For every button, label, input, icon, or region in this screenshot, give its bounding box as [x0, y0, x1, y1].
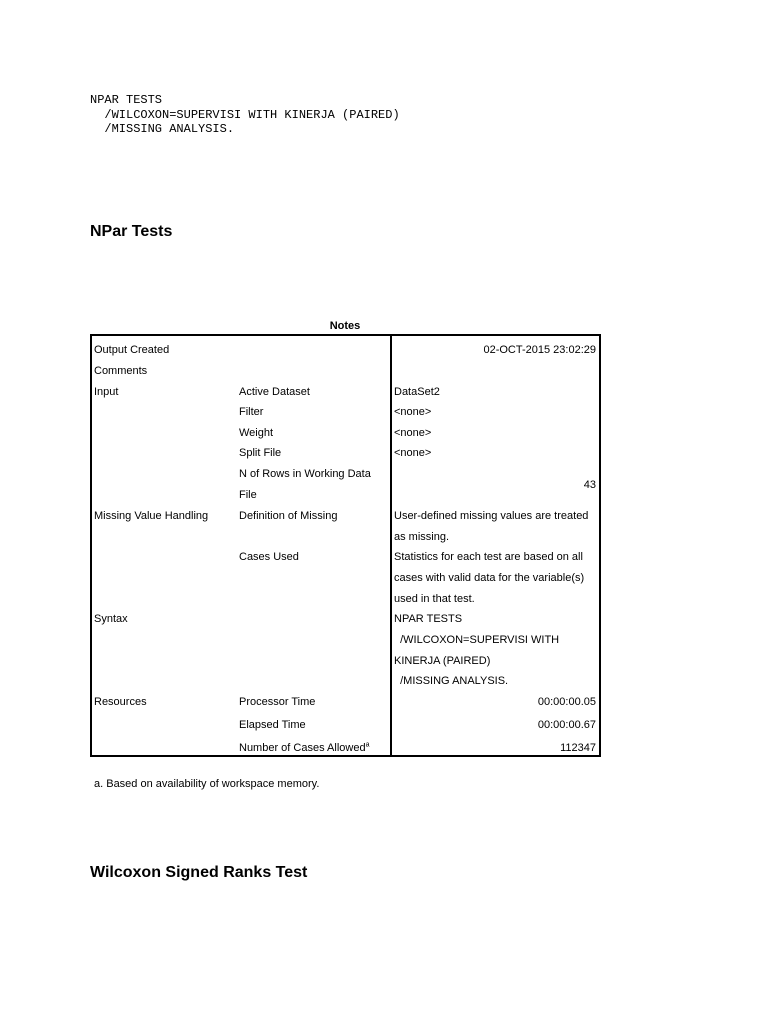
table-footnote: a. Based on availability of workspace memory. — [94, 778, 320, 790]
syntax-code-block — [90, 93, 400, 137]
syntax-value-line4: /MISSING ANALYSIS. — [394, 675, 509, 687]
cases-used-value-line1: Statistics for each test are based on all — [394, 551, 583, 563]
cases-used-value-line3: used in that test. — [394, 593, 475, 605]
notes-table — [90, 334, 601, 757]
syntax-value-line1: NPAR TESTS — [394, 613, 463, 625]
syntax-line: /MISSING ANALYSIS. — [90, 122, 235, 136]
weight-value: <none> — [394, 427, 432, 439]
row-label-output-created: Output Created — [94, 344, 170, 356]
filter-value: <none> — [394, 406, 432, 418]
syntax-value-line3: KINERJA (PAIRED) — [394, 655, 491, 667]
wilcoxon-heading: Wilcoxon Signed Ranks Test — [90, 864, 308, 881]
sublabel-weight: Weight — [239, 427, 274, 439]
row-label-missing-value-handling: Missing Value Handling — [94, 510, 209, 522]
syntax-value-line2: /WILCOXON=SUPERVISI WITH — [394, 634, 560, 646]
sublabel-cases-allowed — [239, 738, 369, 759]
sublabel-active-dataset: Active Dataset — [239, 386, 310, 398]
split-file-value: <none> — [394, 447, 432, 459]
processor-time-value: 00:00:00.05 — [537, 696, 596, 708]
notes-table-title: Notes — [329, 320, 361, 332]
sublabel-processor-time: Processor Time — [239, 696, 316, 708]
row-label-comments: Comments — [94, 365, 148, 377]
sublabel-elapsed-time: Elapsed Time — [239, 719, 306, 731]
sublabel-n-rows-line2: File — [239, 489, 257, 501]
n-rows-value: 43 — [583, 479, 596, 491]
syntax-line: NPAR TESTS — [90, 93, 163, 107]
npar-tests-heading: NPar Tests — [90, 223, 173, 240]
output-created-value: 02-OCT-2015 23:02:29 — [483, 344, 596, 356]
syntax-line: /WILCOXON=SUPERVISI WITH KINERJA (PAIRED) — [90, 107, 400, 122]
row-label-syntax: Syntax — [94, 613, 128, 625]
sublabel-definition-of-missing: Definition of Missing — [239, 510, 338, 522]
footnote-marker: a — [365, 741, 370, 749]
cases-used-value-line2: cases with valid data for the variable(s) — [394, 572, 585, 584]
row-label-input: Input — [94, 386, 119, 398]
definition-value-line2: as missing. — [394, 531, 450, 543]
sublabel-filter: Filter — [239, 406, 264, 418]
cases-allowed-value: 112347 — [560, 742, 596, 754]
column-divider — [390, 336, 392, 755]
cases-allowed-label-text: Number of Cases Allowed — [239, 742, 366, 754]
row-label-resources: Resources — [94, 696, 147, 708]
sublabel-n-rows-line1: N of Rows in Working Data — [239, 468, 371, 480]
sublabel-split-file: Split File — [239, 447, 282, 459]
definition-value-line1: User-defined missing values are treated — [394, 510, 589, 522]
active-dataset-value: DataSet2 — [394, 386, 440, 398]
elapsed-time-value: 00:00:00.67 — [537, 719, 596, 731]
sublabel-cases-used: Cases Used — [239, 551, 299, 563]
